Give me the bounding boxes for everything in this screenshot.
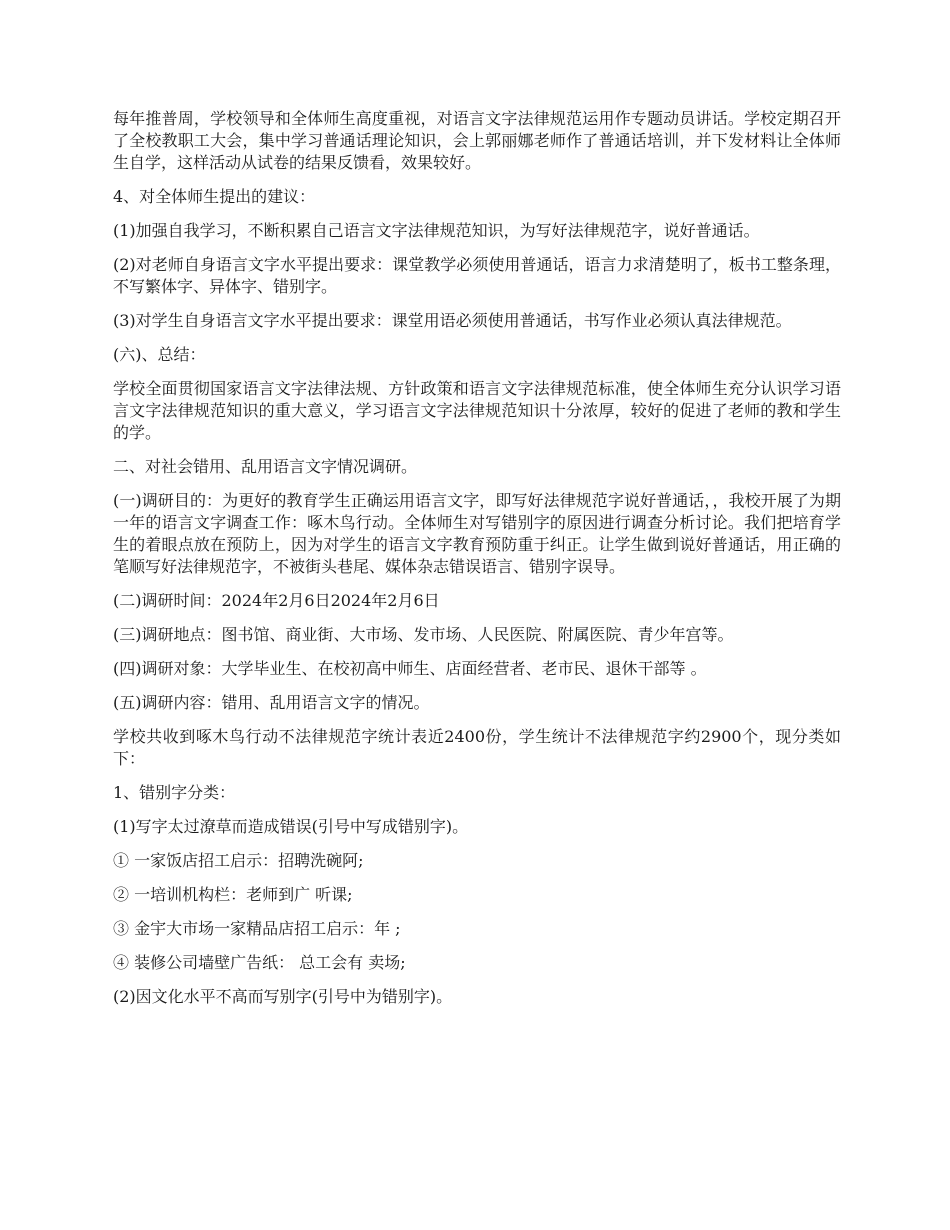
list-item: ② 一培训机构栏：老师到广 听课; bbox=[113, 885, 353, 904]
paragraph: 4、对全体师生提出的建议： bbox=[113, 187, 316, 206]
paragraph: (三)调研地点：图书馆、商业街、大市场、发市场、人民医院、附属医院、青少年宫等。 bbox=[113, 625, 734, 644]
document-page bbox=[113, 108, 841, 1020]
paragraph: (五)调研内容：错用、乱用语言文字的情况。 bbox=[113, 693, 430, 712]
paragraph: (1)加强自我学习，不断积累自己语言文字法律规范知识，为写好法律规范字，说好普通话。 bbox=[113, 221, 760, 240]
paragraph: (六)、总结： bbox=[113, 345, 206, 364]
paragraph: (2)因文化水平不高而写别字(引号中为错别字)。 bbox=[113, 987, 453, 1006]
paragraph: 每年推普周，学校领导和全体师生高度重视，对语言文字法律规范运用作专题动员讲话。学校定期召开了全校教职工大会，集中学习普通话理论知识，会上郭丽娜老师作了普通话培训，并下发材料让全体师生自学，这样活动从试卷的结果反馈看，效果较好。 bbox=[113, 109, 841, 172]
paragraph: (二)调研时间：2024年2月6日2024年2月6日 bbox=[113, 591, 440, 610]
paragraph: 学校共收到啄木鸟行动不法律规范字统计表近2400份，学生统计不法律规范字约2900个，现分类如下： bbox=[113, 727, 841, 768]
paragraph: (3)对学生自身语言文字水平提出要求：课堂用语必须使用普通话，书写作业必须认真法律规范。 bbox=[113, 311, 792, 330]
paragraph: (1)写字太过潦草而造成错误(引号中写成错别字)。 bbox=[113, 817, 469, 836]
paragraph: (一)调研目的：为更好的教育学生正确运用语言文字，即写好法律规范字说好普通话，，我校开展了为期一年的语言文字调查工作：啄木鸟行动。全体师生对写错别字的原因进行调查分析讨论。我们把培育学生的着眼点放在预防上，因为对学生的语言文字教育预防重于纠正。让学生做到说好普通话，用正确的笔顺写好法律规范字，不被街头巷尾、媒体杂志错误语言、错别字误导。 bbox=[113, 491, 841, 576]
list-item: ④ 装修公司墙壁广告纸： 总工会有 卖场; bbox=[113, 953, 406, 972]
list-item: ③ 金宇大市场一家精品店招工启示：年 ; bbox=[113, 919, 401, 938]
paragraph: (四)调研对象：大学毕业生、在校初高中师生、店面经营者、老市民、退休干部等 。 bbox=[113, 659, 707, 678]
paragraph: 1、错别字分类： bbox=[113, 783, 236, 802]
paragraph: 二、对社会错用、乱用语言文字情况调研。 bbox=[113, 457, 418, 476]
paragraph: 学校全面贯彻国家语言文字法律法规、方针政策和语言文字法律规范标准，使全体师生充分认识学习语言文字法律规范知识的重大意义，学习语言文字法律规范知识十分浓厚，较好的促进了老师的教和学生的学。 bbox=[113, 379, 841, 442]
paragraph: (2)对老师自身语言文字水平提出要求：课堂教学必须使用普通话，语言力求清楚明了，板书工整条理，不写繁体字、异体字、错别字。 bbox=[113, 255, 841, 296]
list-item: ① 一家饭店招工启示：招聘洗碗阿; bbox=[113, 851, 364, 870]
